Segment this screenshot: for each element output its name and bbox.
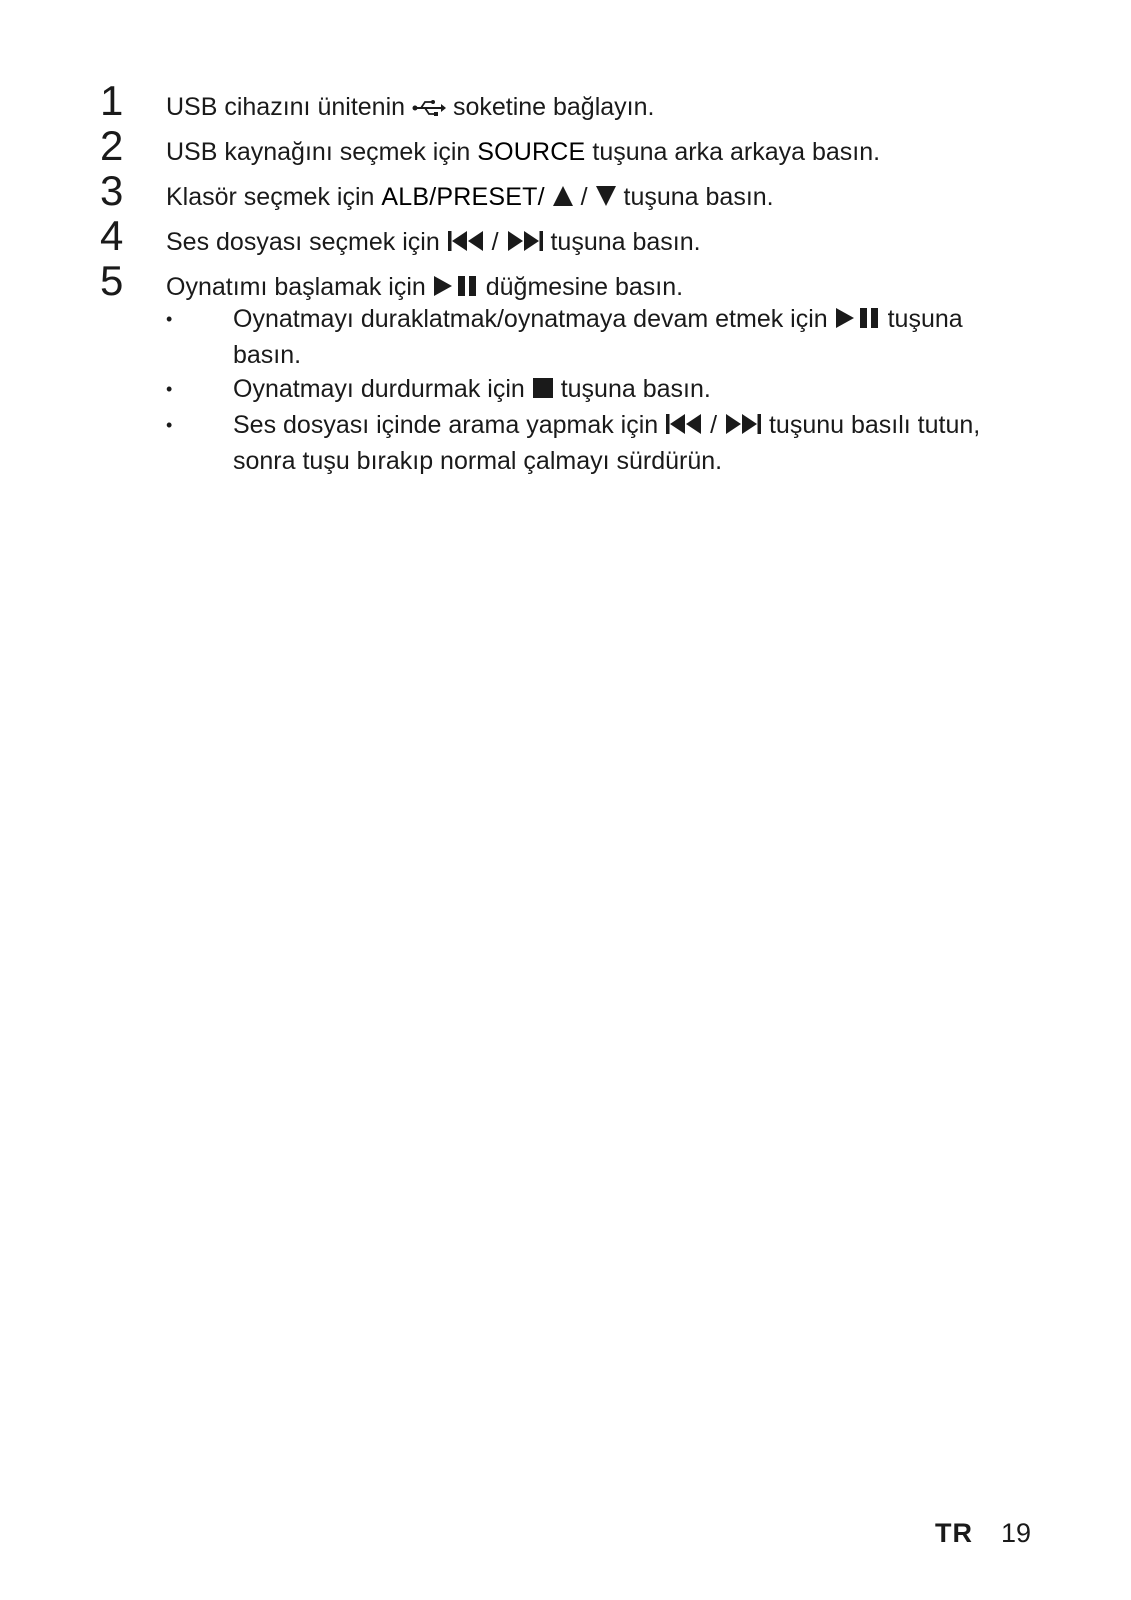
step-number: 4 bbox=[100, 212, 124, 259]
play-pause-icon bbox=[835, 304, 881, 338]
step-2 bbox=[100, 123, 1060, 168]
next-track-icon bbox=[724, 410, 762, 444]
next-track-icon bbox=[506, 222, 544, 267]
alb-preset-key-label: ALB/PRESET/ bbox=[381, 183, 545, 211]
source-key-label: SOURCE bbox=[477, 138, 586, 166]
step-3 bbox=[100, 168, 1060, 213]
step-number: 1 bbox=[100, 77, 124, 124]
bullet-dot: • bbox=[166, 379, 173, 399]
triangle-up-icon bbox=[552, 177, 574, 222]
sub-bullets-list bbox=[166, 302, 1026, 478]
step-4 bbox=[100, 213, 1060, 258]
language-code: TR bbox=[934, 1518, 973, 1548]
page-footer bbox=[935, 1518, 1031, 1549]
step-5 bbox=[100, 258, 1060, 303]
previous-track-icon bbox=[665, 410, 703, 444]
step-number: 5 bbox=[100, 257, 124, 304]
step-1 bbox=[100, 78, 1060, 123]
step-number: 2 bbox=[100, 122, 124, 169]
bullet-item: • Oynatmayı duraklatmak/oynatmaya devam etmek için tuşuna basın. bbox=[166, 302, 1026, 372]
previous-track-icon bbox=[447, 222, 485, 267]
bullet-dot: • bbox=[166, 415, 173, 435]
page-number: 19 bbox=[1000, 1518, 1031, 1548]
bullet-item: • Oynatmayı durdurmak için tuşuna basın. bbox=[166, 372, 1026, 408]
triangle-down-icon bbox=[595, 177, 617, 222]
steps-list bbox=[100, 78, 1060, 303]
step-number: 3 bbox=[100, 167, 124, 214]
bullet-item: • Ses dosyası içinde arama yapmak için / tuşunu basılı tutun, sonra tuşu bırakıp normal çalmayı sürdürün. bbox=[166, 408, 1026, 478]
stop-icon bbox=[532, 374, 554, 408]
step-text: USB cihazını ünitenin soketine bağlayın. bbox=[166, 85, 654, 132]
usb-icon bbox=[412, 87, 446, 132]
step-text: Klasör seçmek için ALB/PRESET/ / tuşuna basın. bbox=[166, 175, 774, 222]
bullet-dot: • bbox=[166, 309, 173, 329]
step-text: Oynatımı başlamak için düğmesine basın. bbox=[166, 265, 683, 312]
step-text: Ses dosyası seçmek için / tuşuna basın. bbox=[166, 220, 701, 267]
step-text: USB kaynağını seçmek için SOURCE tuşuna arka arkaya basın. bbox=[166, 138, 881, 166]
